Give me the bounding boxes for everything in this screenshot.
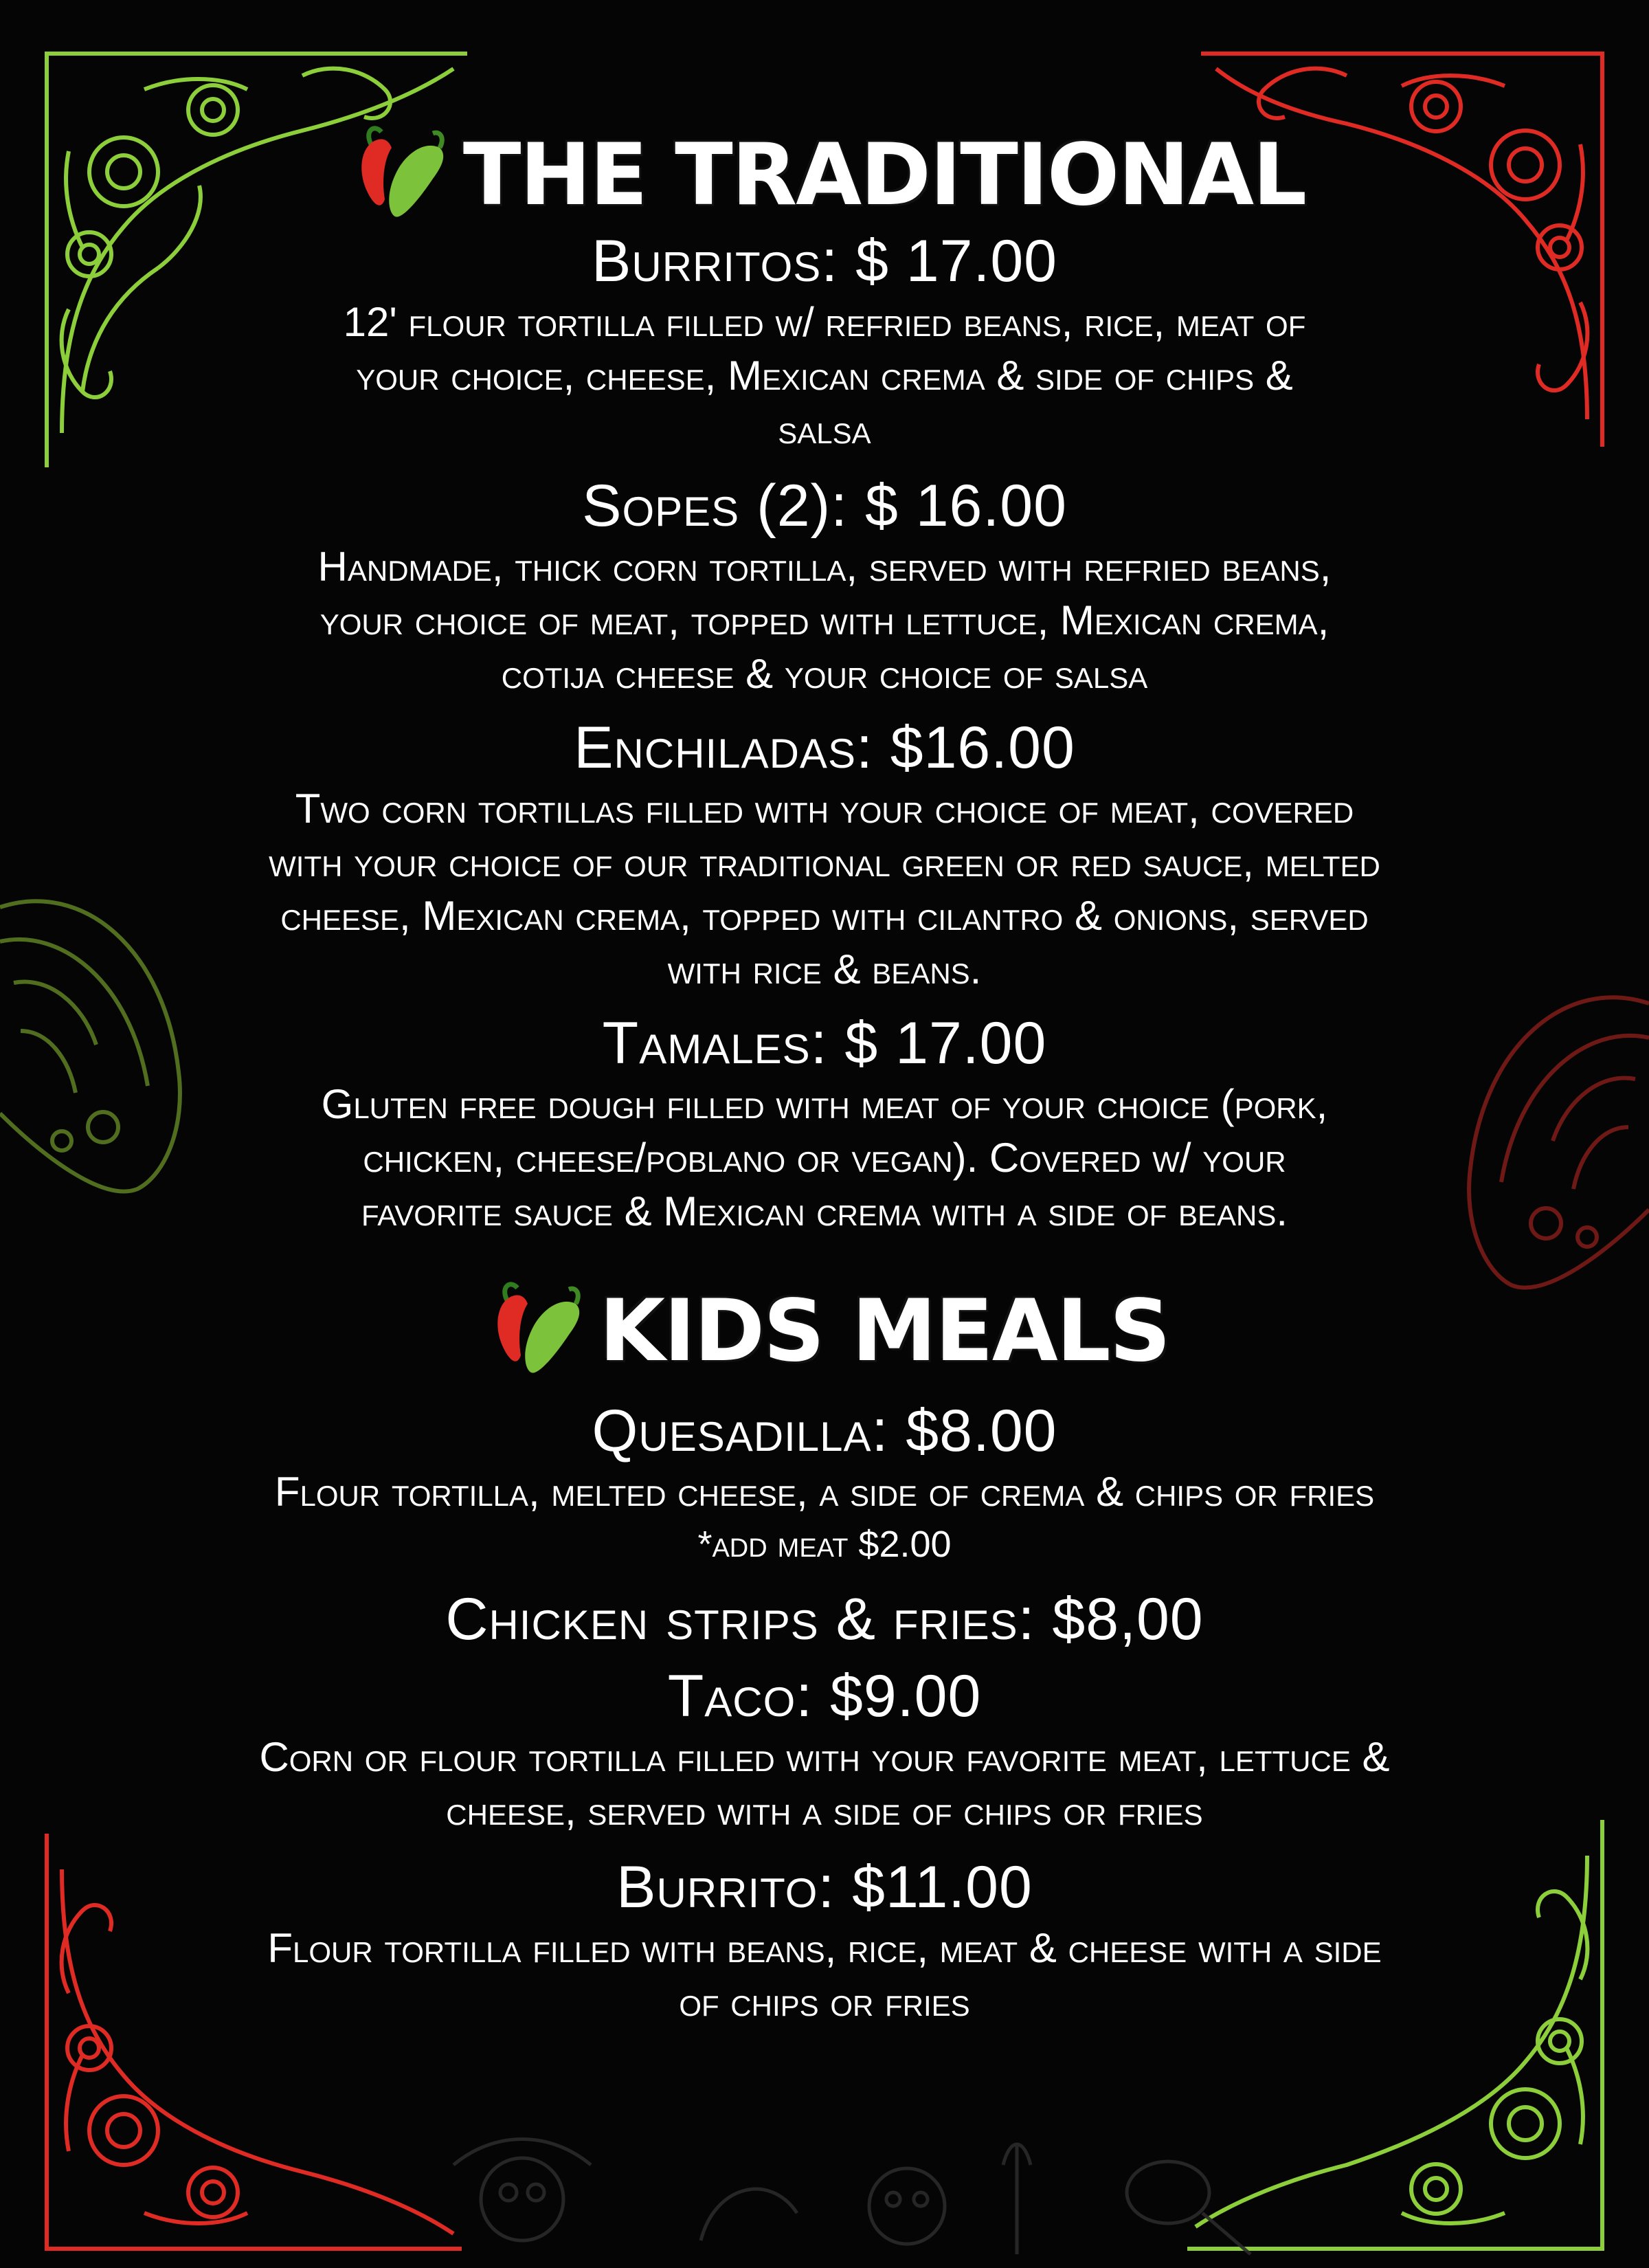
item-description: 12' flour tortilla filled w/ refried beans, rice, meat of your choice, cheese, Mexican crema & side of chips & salsa	[343, 299, 1306, 452]
day-of-dead-decoration	[412, 2103, 1305, 2268]
item-description: Gluten free dough filled with meat of your choice (pork, chicken, cheese/poblano or vegan). Covered w/ your favorite sauce & Mexican crema with a side of beans.	[321, 1081, 1328, 1234]
item-name: Burrito: $11.00	[616, 1854, 1033, 1920]
section-title-traditional	[206, 124, 1443, 227]
item-description: Corn or flour tortilla filled with your favorite meat, lettuce & cheese, served with a side of chips or fries	[259, 1734, 1390, 1834]
item-name: Sopes (2): $ 16.00	[582, 473, 1067, 539]
menu-item-burrito	[206, 1853, 1443, 2029]
menu-item-burritos	[206, 227, 1443, 456]
menu-item-tamales	[206, 1009, 1443, 1238]
taco-icon	[0, 866, 192, 1210]
item-name: Burritos: $ 17.00	[592, 228, 1057, 294]
menu-item-taco	[206, 1662, 1443, 1838]
chili-pepper-icon	[344, 124, 447, 227]
item-name: Quesadilla: $8.00	[592, 1398, 1057, 1464]
item-description: Flour tortilla, melted cheese, a side of crema & chips or fries	[274, 1469, 1375, 1515]
item-name: Taco: $9.00	[667, 1663, 982, 1729]
section-title-kids-meals	[206, 1280, 1443, 1383]
item-name: Chicken strips & fries: $8,00	[445, 1586, 1204, 1652]
menu-item-sopes	[206, 471, 1443, 701]
item-description: Flour tortilla filled with beans, rice, meat & cheese with a side of chips or fries	[267, 1925, 1382, 2025]
item-extra-note: *add meat $2.00	[697, 1524, 952, 1565]
item-name: Enchiladas: $16.00	[574, 715, 1075, 781]
item-name: Tamales: $ 17.00	[602, 1010, 1047, 1076]
item-description: Handmade, thick corn tortilla, served with refried beans, your choice of meat, topped with lettuce, Mexican crema, cotija cheese & your choice of salsa	[317, 544, 1332, 697]
section-traditional	[206, 124, 1443, 1238]
item-description: Two corn tortillas filled with your choice of meat, covered with your choice of our traditional green or red sauce, melted cheese, Mexican crema, topped with cilantro & onions, served with rice & beans.	[269, 786, 1380, 992]
menu-item-enchiladas	[206, 713, 1443, 997]
menu-item-chicken-strips	[206, 1585, 1443, 1654]
section-title-text: THE TRADITIONAL	[462, 126, 1306, 225]
menu-item-quesadilla	[206, 1397, 1443, 1570]
menu-content	[206, 124, 1443, 2029]
section-kids-meals	[206, 1280, 1443, 2029]
chili-pepper-icon	[480, 1280, 583, 1383]
taco-icon	[1457, 962, 1649, 1306]
section-title-text: KIDS MEALS	[598, 1282, 1170, 1381]
